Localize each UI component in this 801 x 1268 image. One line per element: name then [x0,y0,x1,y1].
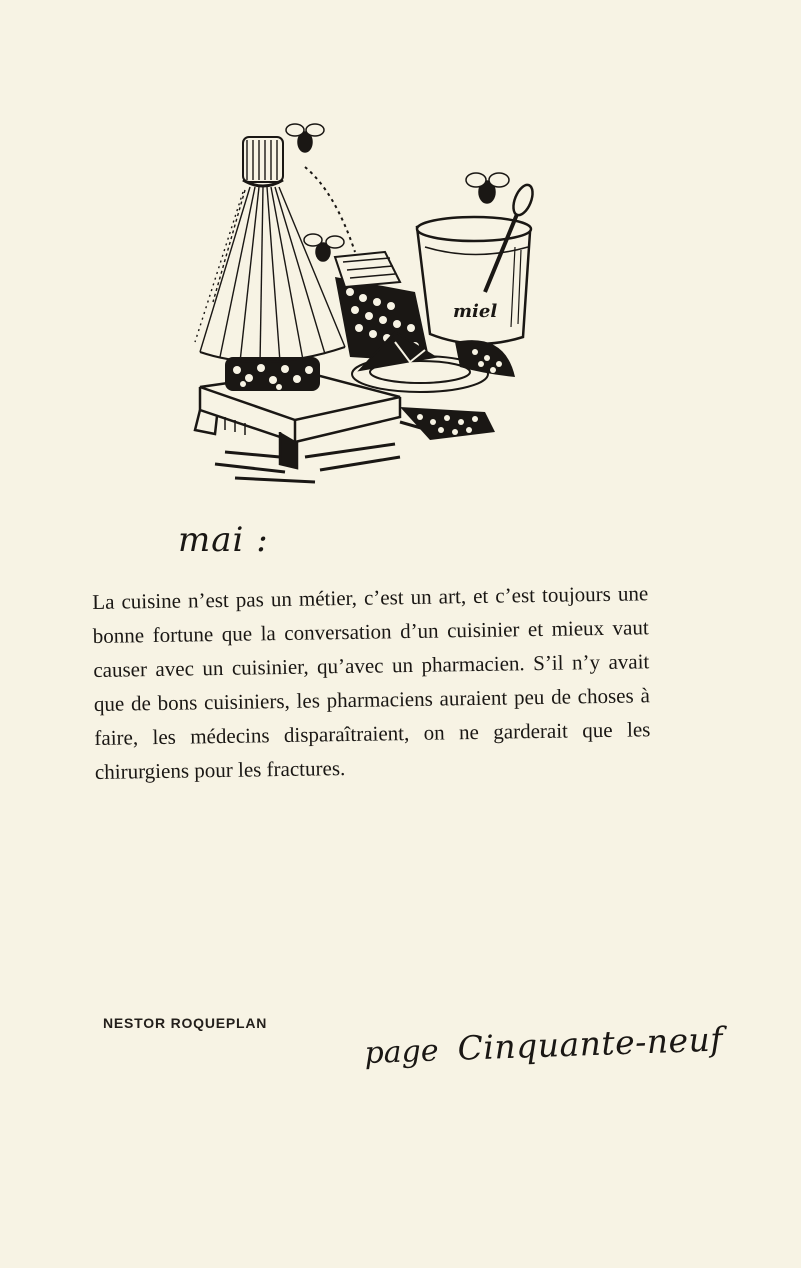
page-number [363,1019,724,1102]
shadow-strokes [215,422,435,482]
page-number-value: Cinquante-neuf [456,1019,724,1068]
honeycomb-fragment [400,407,495,440]
bee-icon [286,124,324,152]
page-number-word: page [363,1033,440,1071]
quote-paragraph: La cuisine n’est pas un métier, c’est un art, et c’est toujours une bonne fortune que la conversation d’un cuisinier et mieux vaut causer avec un cuisinier, qu’avec un pharmacien. S’il n’y avait que de bons cuisiniers, les pharmaciens auraient peu de choses à faire, les médecins disparaîtraient, on ne garderait que les chirurgiens pour les fractures. [92,581,651,784]
quote-author: NESTOR ROQUEPLAN [103,1015,268,1031]
month-heading: mai : [178,520,269,560]
bee-icon [466,173,509,203]
jar-label: miel [453,301,498,322]
honey-still-life-illustration [185,112,535,497]
honey-jar [417,217,531,344]
